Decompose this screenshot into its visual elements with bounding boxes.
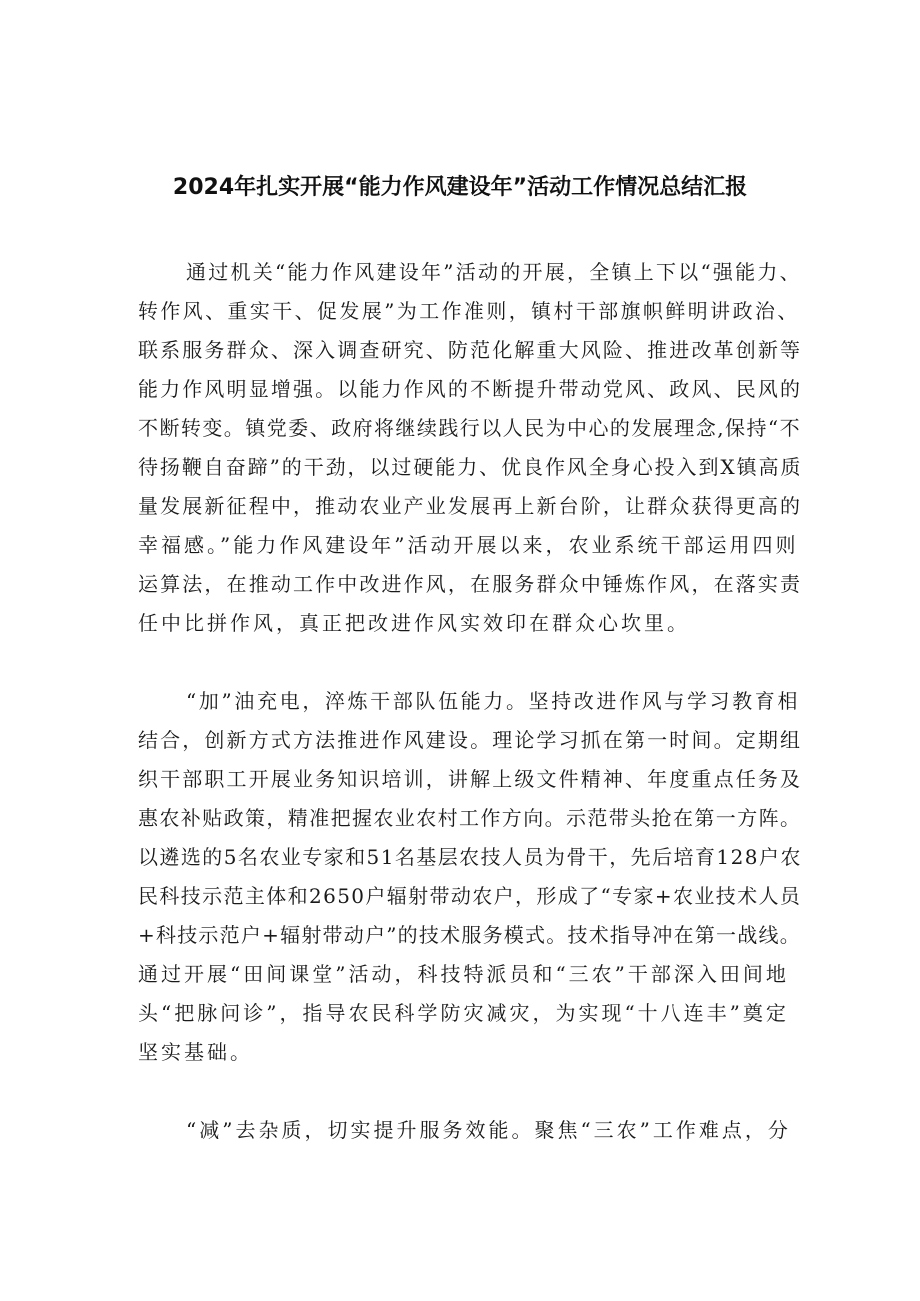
paragraph-line: 结合，创新方式方法推进作风建设。理论学习抓在第一时间。定期组 bbox=[138, 728, 803, 752]
paragraph-line: 织干部职工开展业务知识培训，讲解上级文件精神、年度重点任务及 bbox=[138, 767, 803, 791]
paragraph-line: +科技示范户+辐射带动户”的技术服务模式。技术指导冲在第一战线。 bbox=[138, 923, 801, 947]
paragraph-line: 头“把脉问诊”，指导农民科学防灾减灾，为实现“十八连丰”奠定 bbox=[138, 1001, 789, 1025]
paragraph-line: 量发展新征程中，推动农业产业发展再上新台阶，让群众获得更高的 bbox=[138, 494, 803, 518]
paragraph-line: 转作风、重实干、促发展”为工作准则，镇村干部旗帜鲜明讲政治、 bbox=[138, 299, 800, 323]
paragraph-line: 民科技示范主体和2650户辐射带动农户，形成了“专家+农业技术人员 bbox=[138, 884, 802, 908]
paragraph-line: 以遴选的5名农业专家和51名基层农技人员为骨干，先后培育128户农 bbox=[138, 845, 802, 869]
paragraph-line: 任中比拼作风，真正把改进作风实效印在群众心坎里。 bbox=[138, 611, 690, 635]
paragraph-line: “减”去杂质，切实提升服务效能。聚焦“三农”工作难点，分 bbox=[186, 1118, 791, 1142]
paragraph-line: 能力作风明显增强。以能力作风的不断提升带动党风、政风、民风的 bbox=[138, 377, 803, 401]
paragraph-line: 运算法，在推动工作中改进作风，在服务群众中锤炼作风，在落实责 bbox=[138, 572, 803, 596]
paragraph-line: 不断转变。镇党委、政府将继续践行以人民为中心的发展理念,保持“不 bbox=[138, 416, 802, 440]
paragraph-line: 通过开展“田间课堂”活动，科技特派员和“三农”干部深入田间地 bbox=[138, 962, 789, 986]
paragraph-line: 惠农补贴政策，精准把握农业农村工作方向。示范带头抢在第一方阵。 bbox=[138, 806, 802, 830]
document-title: 2024年扎实开展“能力作风建设年”活动工作情况总结汇报 bbox=[172, 175, 748, 200]
paragraph-line: 幸福感。”能力作风建设年”活动开展以来，农业系统干部运用四则 bbox=[138, 533, 799, 557]
paragraph-line: “加”油充电，淬炼干部队伍能力。坚持改进作风与学习教育相 bbox=[186, 689, 801, 713]
paragraph-line: 联系服务群众、深入调查研究、防范化解重大风险、推进改革创新等 bbox=[138, 338, 803, 362]
paragraph-line: 通过机关“能力作风建设年”活动的开展，全镇上下以“强能力、 bbox=[186, 260, 802, 284]
paragraph-line: 坚实基础。 bbox=[138, 1040, 253, 1064]
paragraph-line: 待扬鞭自奋蹄”的干劲，以过硬能力、优良作风全身心投入到X镇高质 bbox=[138, 455, 803, 479]
